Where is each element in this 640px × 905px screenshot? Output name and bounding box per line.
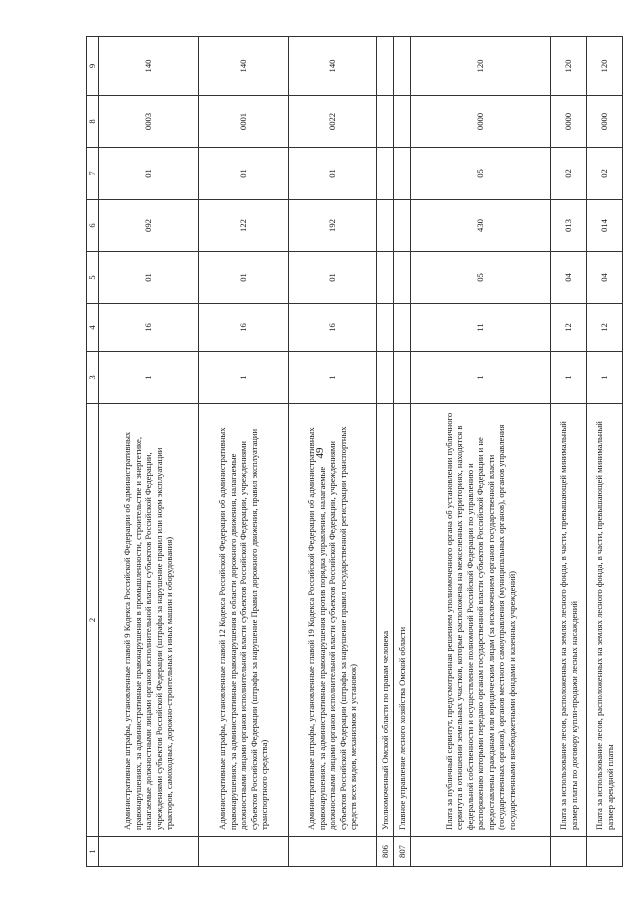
admin-code-cell [289,837,377,867]
code-cell [377,148,394,200]
admin-code-cell: 807 [394,837,411,867]
code-cell: 02 [587,148,623,200]
revenue-name-cell: Плата за публичный сервитут, предусмотренная решением уполномоченного органа об установлении публичного сервитута в отношении земельных участков, которые расположены на межселенных территориях, находятся в федеральной собственности и осуществление полномочий Российской Федерации по управлению и распоряжению которыми передано органам государственной власти субъектов Российской Федерации и не предоставлены гражданам или юридическим лицам (за исключением органов государственной власти (государственных органов), органов местного самоуправления (муниципальных органов), органов управления государственными внебюджетными фондами и казенных учреждений) [411,404,551,837]
column-number: 7 [87,148,99,200]
code-cell: 430 [411,200,551,252]
code-cell: 01 [99,148,199,200]
revenue-name-cell: Административные штрафы, установленные главой 9 Кодекса Российской Федерации об административных правонарушениях, за административные правонарушения в промышленности, строительстве и энергетике, налагаемые должностными лицами органов исполнительной власти субъектов Российской Федерации, учреждениями субъектов Российской Федерации (штрафы за нарушение правил или норм эксплуатации тракторов, самоходных, дорожно-строительных и иных машин и оборудования) [99,404,199,837]
table-row [551,37,587,867]
code-cell [377,96,394,148]
code-cell: 122 [199,200,289,252]
admin-code-cell [99,837,199,867]
code-cell: 0000 [587,96,623,148]
revenue-name-cell: Главное управление лесного хозяйства Омской области [394,404,411,837]
admin-code-cell [411,837,551,867]
code-cell: 16 [289,304,377,352]
column-number: 1 [87,837,99,867]
table-row [377,37,394,867]
code-cell: 092 [99,200,199,252]
code-cell [377,352,394,404]
code-cell: 120 [551,37,587,96]
code-cell: 013 [551,200,587,252]
column-number: 9 [87,37,99,96]
code-cell: 1 [199,352,289,404]
column-number: 5 [87,252,99,304]
code-cell: 01 [289,252,377,304]
admin-code-cell: 806 [377,837,394,867]
column-number: 8 [87,96,99,148]
code-cell [394,148,411,200]
code-cell: 140 [199,37,289,96]
revenue-name-cell: Административные штрафы, установленные главой 19 Кодекса Российской Федерации об административных правонарушениях, за административные правонарушения против порядка управления, налагаемые должностными лицами органов исполнительной власти субъектов Российской Федерации, учреждениями субъектов Российской Федерации (штрафы за нарушение правил государственной регистрации транспортных средств всех видов, механизмов и установок) [289,404,377,837]
code-cell: 04 [587,252,623,304]
code-cell: 014 [587,200,623,252]
table-row [394,37,411,867]
code-cell [394,37,411,96]
code-cell: 04 [551,252,587,304]
admin-code-cell [199,837,289,867]
code-cell [394,352,411,404]
code-cell [377,200,394,252]
column-number-row [87,37,99,867]
code-cell: 0022 [289,96,377,148]
page-number: 49 [314,447,326,459]
code-cell: 1 [587,352,623,404]
code-cell [394,304,411,352]
column-number: 2 [87,404,99,837]
code-cell: 01 [99,252,199,304]
column-number: 6 [87,200,99,252]
code-cell: 120 [587,37,623,96]
table-row [289,37,377,867]
code-cell [377,252,394,304]
code-cell: 0000 [551,96,587,148]
code-cell: 05 [411,252,551,304]
revenue-name-cell: Плата за использование лесов, расположенных на землях лесного фонда, в части, превышающей минимальный размер арендной платы [587,404,623,837]
code-cell: 0000 [411,96,551,148]
code-cell: 0003 [99,96,199,148]
code-cell: 192 [289,200,377,252]
code-cell: 02 [551,148,587,200]
column-number: 4 [87,304,99,352]
revenue-name-cell: Административные штрафы, установленные главой 12 Кодекса Российской Федерации об административных правонарушениях, за административные правонарушения в области дорожного движения, налагаемые должностными лицами органов исполнительной власти субъектов Российской Федерации, учреждениями субъектов Российской Федерации (штрафы за нарушение Правил дорожного движения, правил эксплуатации транспортного средства) [199,404,289,837]
code-cell: 140 [99,37,199,96]
code-cell: 01 [199,252,289,304]
code-cell [377,304,394,352]
table-row [587,37,623,867]
revenue-name-cell: Плата за использование лесов, расположенных на землях лесного фонда, в части, превышающей минимальный размер платы по договору купли-продажи лесных насаждений [551,404,587,837]
code-cell: 12 [587,304,623,352]
table-row [99,37,199,867]
table-row [199,37,289,867]
code-cell: 12 [551,304,587,352]
code-cell: 1 [551,352,587,404]
code-cell: 01 [289,148,377,200]
code-cell: 120 [411,37,551,96]
column-number: 3 [87,352,99,404]
rotated-table-container [86,37,615,867]
code-cell [377,37,394,96]
code-cell: 11 [411,304,551,352]
table-row [411,37,551,867]
code-cell: 01 [199,148,289,200]
code-cell: 05 [411,148,551,200]
revenue-name-cell: Уполномоченный Омской области по правам человека [377,404,394,837]
code-cell: 16 [199,304,289,352]
code-cell: 1 [99,352,199,404]
code-cell: 1 [289,352,377,404]
admin-code-cell [551,837,587,867]
code-cell: 1 [411,352,551,404]
code-cell: 16 [99,304,199,352]
code-cell [394,200,411,252]
admin-code-cell [587,837,623,867]
code-cell [394,252,411,304]
code-cell [394,96,411,148]
code-cell: 0001 [199,96,289,148]
budget-code-table [86,36,623,867]
code-cell: 140 [289,37,377,96]
